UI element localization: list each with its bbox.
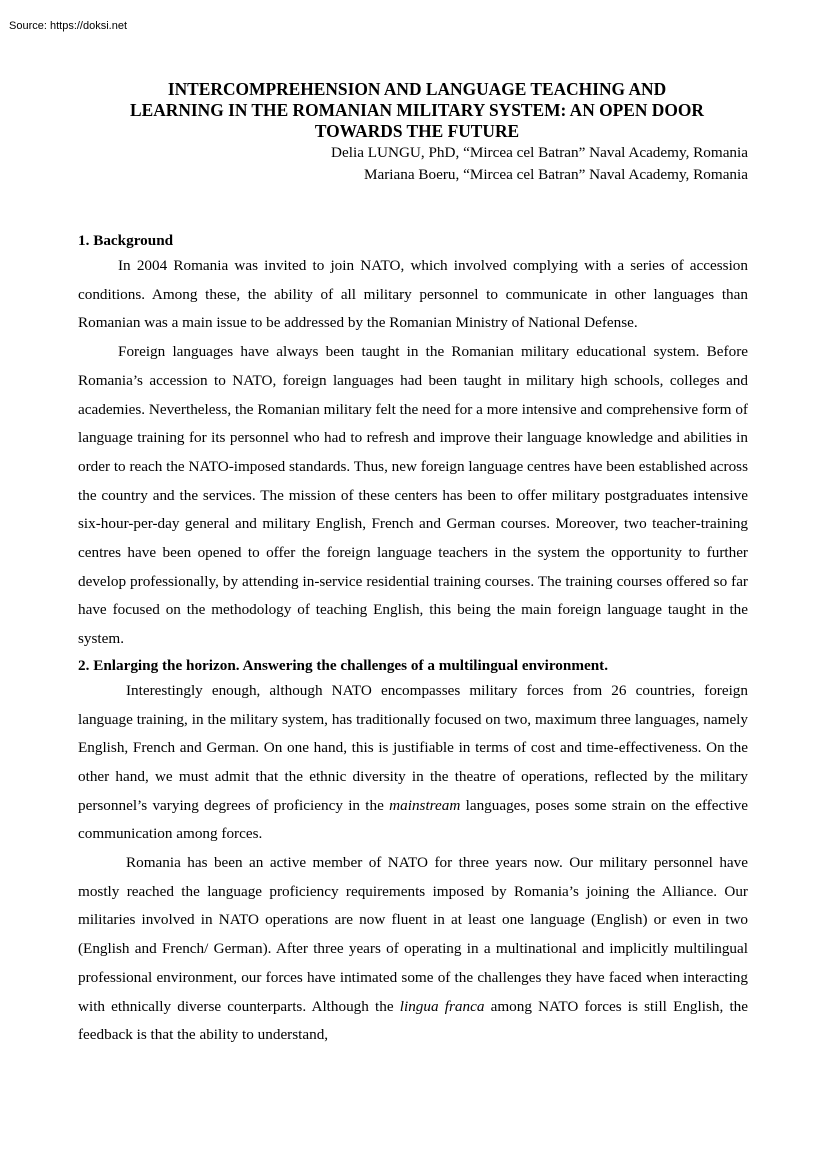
title-line: LEARNING IN THE ROMANIAN MILITARY SYSTEM: AN OPEN DOOR bbox=[130, 100, 704, 120]
paragraph-text: among NATO forces is still English, the feedback is that the ability to understand, bbox=[78, 997, 748, 1044]
paragraph-text: Interestingly enough, although NATO encompasses military forces from 26 countries, foreign language training, in the military system, has traditionally focused on two, maximum three languages, namely English, French and German. On one hand, this is justifiable in terms of cost and time-effectiveness. On the other hand, we must admit that the ethnic diversity in the theatre of operations, reflected by the military personnel’s varying degrees of proficiency in the bbox=[78, 681, 748, 814]
emphasis-text: mainstream bbox=[389, 796, 461, 814]
author-line: Mariana Boeru, “Mircea cel Batran” Naval Academy, Romania bbox=[363, 166, 748, 183]
paragraph-text: languages, poses some strain on the effective communication among forces. bbox=[78, 796, 748, 843]
author-block bbox=[78, 142, 748, 186]
title-line: TOWARDS THE FUTURE bbox=[314, 121, 520, 141]
section-heading-horizon: 2. Enlarging the horizon. Answering the challenges of a multilingual environment. bbox=[78, 656, 609, 674]
paragraph-text: Romania has been an active member of NATO for three years now. Our military personnel have mostly reached the language proficiency requirements imposed by Romania’s joining the Alliance. Our militaries involved in NATO operations are now fluent in at least one language (English) or even in two (English and French/ German). After three years of operating in a multinational and implicitly multilingual professional environment, our forces have intimated some of the challenges they have faced when interacting with ethnically diverse counterparts. Although the bbox=[78, 854, 748, 1015]
paper-title bbox=[86, 79, 748, 142]
section-heading-background: 1. Background bbox=[78, 232, 174, 249]
author-line: Delia LUNGU, PhD, “Mircea cel Batran” Naval Academy, Romania bbox=[331, 144, 748, 161]
source-line: Source: https://doksi.net bbox=[9, 20, 128, 32]
paragraph: In 2004 Romania was invited to join NATO, which involved complying with a series of accession conditions. Among these, the ability of all military personnel to communicate in other languages than Romanian was a main issue to be addressed by the Romanian Ministry of National Defense. bbox=[78, 257, 748, 332]
paragraph bbox=[78, 677, 748, 849]
paragraph: Foreign languages have always been taught in the Romanian military educational system. Before Romania’s accession to NATO, foreign languages had been taught in military high schools, colleges and academies. Nevertheless, the Romanian military felt the need for a more intensive and comprehensive form of language training for its personnel who had to refresh and improve their language knowledge and abilities in order to reach the NATO-imposed standards. Thus, new foreign language centres have been established across the country and the services. The mission of these centers has been to offer military postgraduates intensive six-hour-per-day general and military English, French and German courses. Moreover, two teacher-training centres have been opened to offer the foreign language teachers in the system the opportunity to further develop professionally, by attending in-service residential training courses. The training courses offered so far have focused on the methodology of teaching English, this being the main foreign language taught in the system. bbox=[78, 343, 748, 648]
title-line: INTERCOMPREHENSION AND LANGUAGE TEACHING AND bbox=[167, 79, 667, 99]
paper-page bbox=[78, 79, 748, 1050]
paragraph bbox=[78, 849, 748, 1050]
emphasis-text: lingua franca bbox=[399, 997, 485, 1015]
